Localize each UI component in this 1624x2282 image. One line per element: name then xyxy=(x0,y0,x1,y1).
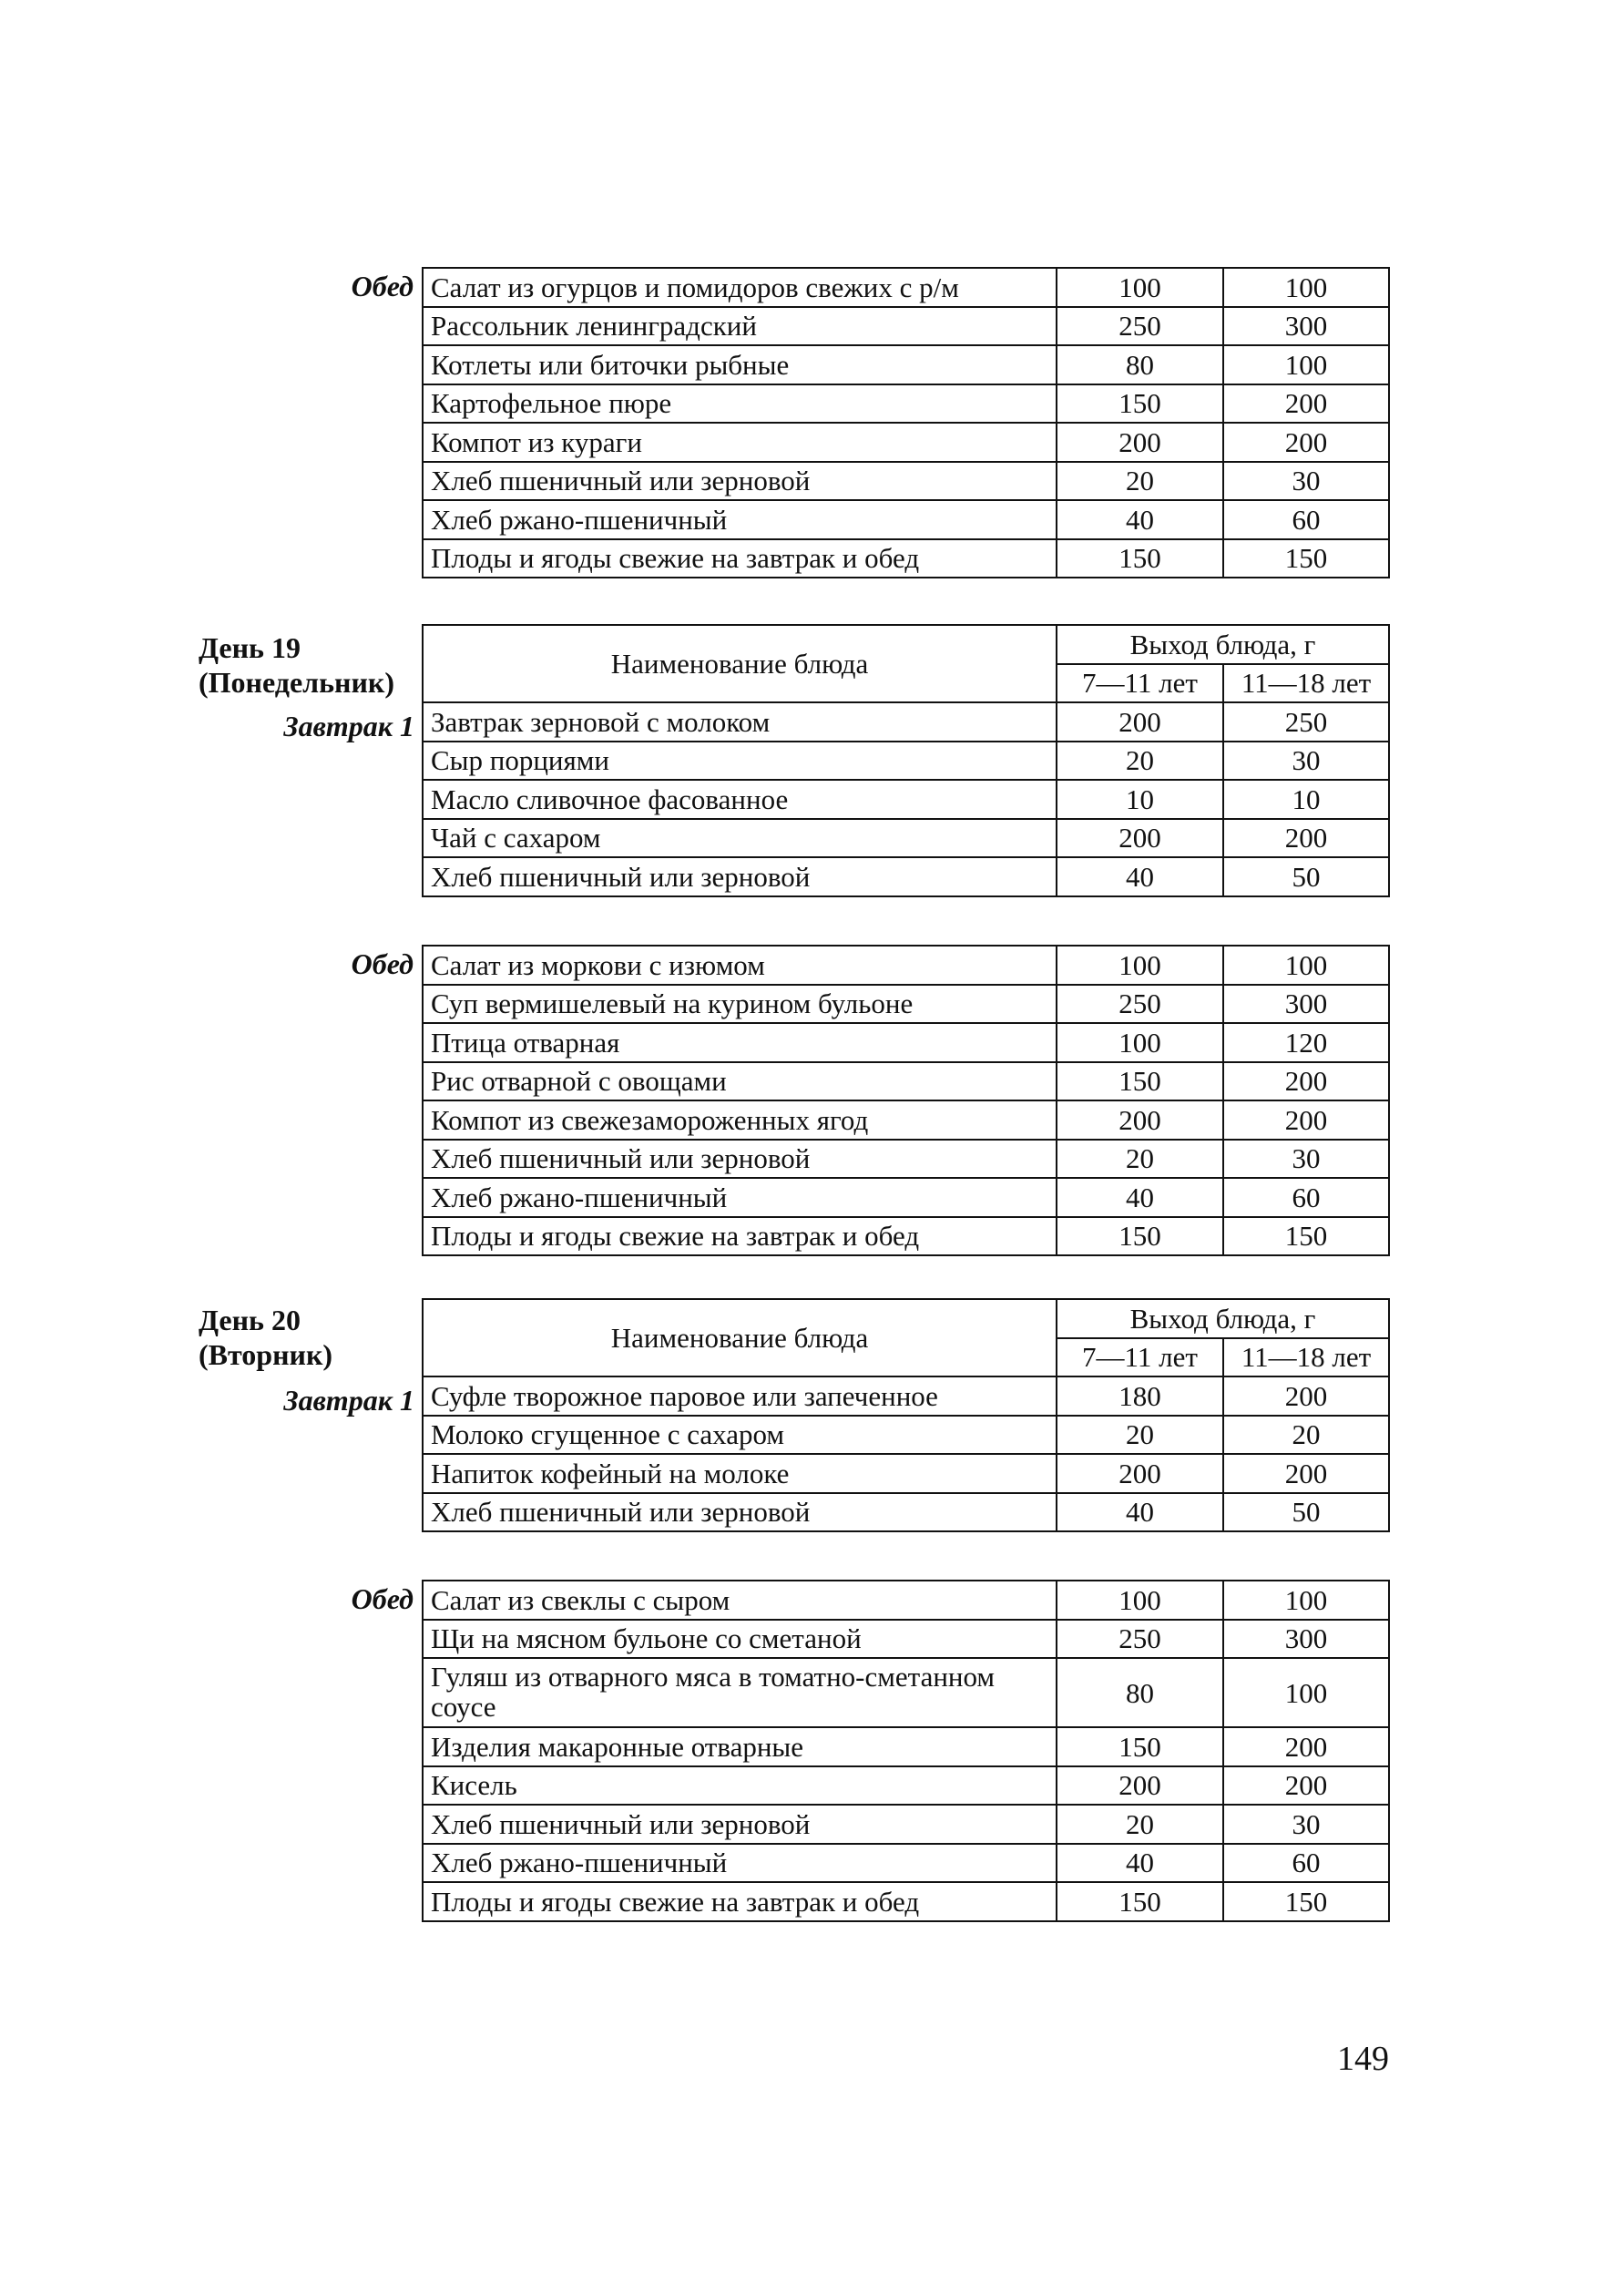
dish-name: Гуляш из отварного мяса в томатно-сметанном соусе xyxy=(423,1658,1057,1727)
table-row xyxy=(423,1416,1389,1455)
yield-11-18: 50 xyxy=(1223,1493,1389,1532)
header-age-11-18: 11—18 лет xyxy=(1223,1338,1389,1377)
yield-11-18: 100 xyxy=(1223,1581,1389,1620)
yield-11-18: 100 xyxy=(1223,345,1389,384)
table-row xyxy=(423,1217,1389,1256)
lunch-label: Обед xyxy=(351,947,414,980)
table-row xyxy=(423,307,1389,346)
yield-11-18: 100 xyxy=(1223,1658,1389,1727)
dish-name: Рис отварной с овощами xyxy=(423,1062,1057,1101)
yield-7-11: 40 xyxy=(1057,500,1223,539)
yield-7-11: 40 xyxy=(1057,1493,1223,1532)
day20-weekday: (Вторник) xyxy=(199,1338,333,1371)
table-row xyxy=(423,1023,1389,1062)
yield-7-11: 80 xyxy=(1057,345,1223,384)
yield-7-11: 150 xyxy=(1057,539,1223,578)
table-row xyxy=(423,1140,1389,1179)
yield-7-11: 200 xyxy=(1057,1100,1223,1140)
yield-11-18: 200 xyxy=(1223,1100,1389,1140)
breakfast-label: Завтрак 1 xyxy=(283,710,414,742)
table-row xyxy=(423,702,1389,742)
dish-name: Кисель xyxy=(423,1766,1057,1806)
yield-11-18: 30 xyxy=(1223,742,1389,781)
yield-11-18: 30 xyxy=(1223,462,1389,501)
yield-11-18: 300 xyxy=(1223,307,1389,346)
table-row xyxy=(423,1376,1389,1416)
table-row xyxy=(423,742,1389,781)
header-age-7-11: 7—11 лет xyxy=(1057,664,1223,703)
table-row xyxy=(423,1454,1389,1493)
table-row xyxy=(423,1805,1389,1844)
dish-name: Салат из моркови с изюмом xyxy=(423,946,1057,985)
yield-7-11: 20 xyxy=(1057,1416,1223,1455)
yield-7-11: 200 xyxy=(1057,1454,1223,1493)
lunch-label: Обед xyxy=(351,1582,414,1615)
table-body xyxy=(423,702,1389,896)
day20-title xyxy=(199,1303,332,1372)
yield-7-11: 20 xyxy=(1057,1805,1223,1844)
menu-table-day20-breakfast xyxy=(422,1298,1390,1532)
yield-11-18: 200 xyxy=(1223,1454,1389,1493)
dish-name: Масло сливочное фасованное xyxy=(423,780,1057,819)
dish-name: Хлеб ржано-пшеничный xyxy=(423,1178,1057,1217)
yield-7-11: 200 xyxy=(1057,819,1223,858)
menu-table-day19-breakfast xyxy=(422,624,1390,897)
yield-11-18: 150 xyxy=(1223,539,1389,578)
table-row xyxy=(423,1727,1389,1766)
table-row xyxy=(423,423,1389,462)
dish-name: Суфле творожное паровое или запеченное xyxy=(423,1376,1057,1416)
menu-table-top-lunch xyxy=(422,267,1390,578)
yield-7-11: 20 xyxy=(1057,462,1223,501)
dish-name: Плоды и ягоды свежие на завтрак и обед xyxy=(423,539,1057,578)
table-row xyxy=(423,1620,1389,1659)
page-number: 149 xyxy=(1337,2040,1389,2078)
table-row xyxy=(423,268,1389,307)
table-row xyxy=(423,1493,1389,1532)
yield-7-11: 250 xyxy=(1057,307,1223,346)
yield-7-11: 180 xyxy=(1057,1376,1223,1416)
dish-name: Плоды и ягоды свежие на завтрак и обед xyxy=(423,1217,1057,1256)
yield-11-18: 30 xyxy=(1223,1805,1389,1844)
header-row xyxy=(423,1299,1389,1338)
yield-7-11: 20 xyxy=(1057,742,1223,781)
dish-name: Напиток кофейный на молоке xyxy=(423,1454,1057,1493)
yield-11-18: 150 xyxy=(1223,1217,1389,1256)
yield-11-18: 200 xyxy=(1223,1766,1389,1806)
menu-table-day19-lunch xyxy=(422,945,1390,1256)
dish-name: Рассольник ленинградский xyxy=(423,307,1057,346)
table-row xyxy=(423,946,1389,985)
dish-name: Котлеты или биточки рыбные xyxy=(423,345,1057,384)
header-yield: Выход блюда, г xyxy=(1057,625,1389,664)
table-row xyxy=(423,819,1389,858)
yield-11-18: 200 xyxy=(1223,1062,1389,1101)
table-body xyxy=(423,946,1389,1255)
dish-name: Хлеб ржано-пшеничный xyxy=(423,500,1057,539)
dish-name: Хлеб пшеничный или зерновой xyxy=(423,1493,1057,1532)
yield-11-18: 10 xyxy=(1223,780,1389,819)
yield-7-11: 10 xyxy=(1057,780,1223,819)
dish-name: Хлеб пшеничный или зерновой xyxy=(423,1805,1057,1844)
breakfast-label: Завтрак 1 xyxy=(283,1384,414,1417)
yield-11-18: 200 xyxy=(1223,1727,1389,1766)
yield-11-18: 100 xyxy=(1223,946,1389,985)
yield-7-11: 200 xyxy=(1057,702,1223,742)
dish-name: Салат из огурцов и помидоров свежих с р/м xyxy=(423,268,1057,307)
table-body xyxy=(423,1581,1389,1921)
yield-7-11: 100 xyxy=(1057,268,1223,307)
table-header xyxy=(423,1299,1389,1376)
header-age-11-18: 11—18 лет xyxy=(1223,664,1389,703)
yield-11-18: 200 xyxy=(1223,384,1389,424)
yield-7-11: 100 xyxy=(1057,1023,1223,1062)
yield-11-18: 300 xyxy=(1223,1620,1389,1659)
header-row xyxy=(423,625,1389,664)
dish-name: Хлеб пшеничный или зерновой xyxy=(423,1140,1057,1179)
header-age-7-11: 7—11 лет xyxy=(1057,1338,1223,1377)
table-row xyxy=(423,1062,1389,1101)
table-row xyxy=(423,1766,1389,1806)
table-body xyxy=(423,268,1389,578)
yield-7-11: 200 xyxy=(1057,423,1223,462)
dish-name: Хлеб ржано-пшеничный xyxy=(423,1844,1057,1883)
table-row xyxy=(423,1100,1389,1140)
menu-table-day20-lunch xyxy=(422,1580,1390,1922)
table-body xyxy=(423,1376,1389,1531)
yield-11-18: 100 xyxy=(1223,268,1389,307)
yield-11-18: 150 xyxy=(1223,1882,1389,1921)
dish-name: Салат из свеклы с сыром xyxy=(423,1581,1057,1620)
table-row xyxy=(423,500,1389,539)
yield-7-11: 40 xyxy=(1057,857,1223,896)
table-row xyxy=(423,539,1389,578)
dish-name: Чай с сахаром xyxy=(423,819,1057,858)
yield-7-11: 150 xyxy=(1057,1217,1223,1256)
dish-name: Завтрак зерновой с молоком xyxy=(423,702,1057,742)
table-row xyxy=(423,1844,1389,1883)
yield-11-18: 60 xyxy=(1223,500,1389,539)
lunch-label: Обед xyxy=(351,270,414,302)
yield-7-11: 100 xyxy=(1057,946,1223,985)
dish-name: Компот из свежезамороженных ягод xyxy=(423,1100,1057,1140)
day19-number: День 19 xyxy=(199,631,301,664)
yield-11-18: 200 xyxy=(1223,1376,1389,1416)
table-row xyxy=(423,345,1389,384)
day20-number: День 20 xyxy=(199,1304,301,1336)
yield-7-11: 150 xyxy=(1057,1062,1223,1101)
dish-name: Изделия макаронные отварные xyxy=(423,1727,1057,1766)
dish-name: Щи на мясном бульоне со сметаной xyxy=(423,1620,1057,1659)
table-header xyxy=(423,625,1389,702)
yield-11-18: 120 xyxy=(1223,1023,1389,1062)
yield-11-18: 50 xyxy=(1223,857,1389,896)
yield-7-11: 200 xyxy=(1057,1766,1223,1806)
dish-name: Плоды и ягоды свежие на завтрак и обед xyxy=(423,1882,1057,1921)
yield-7-11: 100 xyxy=(1057,1581,1223,1620)
yield-11-18: 300 xyxy=(1223,985,1389,1024)
yield-11-18: 60 xyxy=(1223,1844,1389,1883)
dish-name: Картофельное пюре xyxy=(423,384,1057,424)
day19-weekday: (Понедельник) xyxy=(199,666,394,699)
yield-11-18: 200 xyxy=(1223,423,1389,462)
yield-11-18: 60 xyxy=(1223,1178,1389,1217)
yield-7-11: 80 xyxy=(1057,1658,1223,1727)
table-row xyxy=(423,1178,1389,1217)
header-yield: Выход блюда, г xyxy=(1057,1299,1389,1338)
yield-11-18: 30 xyxy=(1223,1140,1389,1179)
dish-name: Хлеб пшеничный или зерновой xyxy=(423,462,1057,501)
table-row xyxy=(423,462,1389,501)
table-row xyxy=(423,857,1389,896)
yield-11-18: 200 xyxy=(1223,819,1389,858)
yield-7-11: 40 xyxy=(1057,1844,1223,1883)
table-row xyxy=(423,1581,1389,1620)
yield-7-11: 150 xyxy=(1057,384,1223,424)
yield-11-18: 20 xyxy=(1223,1416,1389,1455)
table-row xyxy=(423,780,1389,819)
yield-7-11: 150 xyxy=(1057,1727,1223,1766)
dish-name: Птица отварная xyxy=(423,1023,1057,1062)
day19-title xyxy=(199,630,394,700)
dish-name: Сыр порциями xyxy=(423,742,1057,781)
dish-name: Молоко сгущенное с сахаром xyxy=(423,1416,1057,1455)
table-row xyxy=(423,1882,1389,1921)
yield-7-11: 20 xyxy=(1057,1140,1223,1179)
yield-7-11: 250 xyxy=(1057,985,1223,1024)
table-row xyxy=(423,985,1389,1024)
table-row xyxy=(423,1658,1389,1727)
yield-7-11: 40 xyxy=(1057,1178,1223,1217)
table-row xyxy=(423,384,1389,424)
dish-name: Суп вермишелевый на курином бульоне xyxy=(423,985,1057,1024)
header-dish-name: Наименование блюда xyxy=(423,1299,1057,1376)
yield-7-11: 250 xyxy=(1057,1620,1223,1659)
yield-11-18: 250 xyxy=(1223,702,1389,742)
header-dish-name: Наименование блюда xyxy=(423,625,1057,702)
yield-7-11: 150 xyxy=(1057,1882,1223,1921)
dish-name: Хлеб пшеничный или зерновой xyxy=(423,857,1057,896)
dish-name: Компот из кураги xyxy=(423,423,1057,462)
